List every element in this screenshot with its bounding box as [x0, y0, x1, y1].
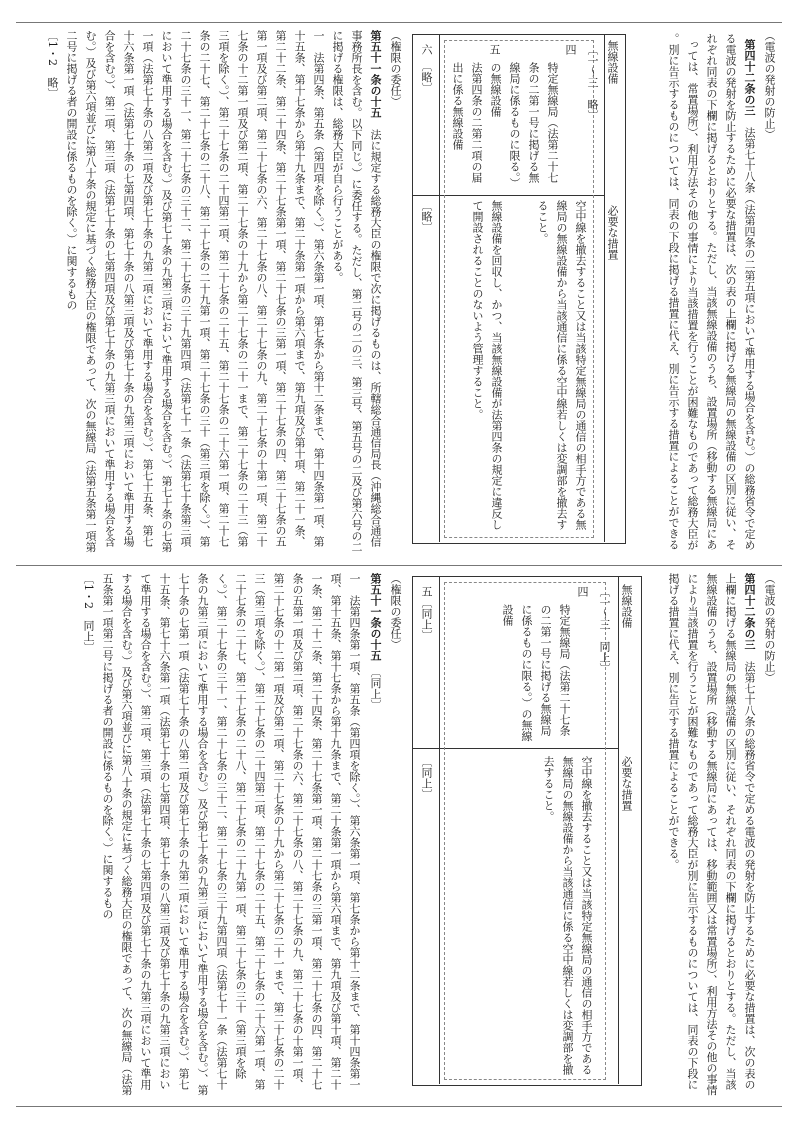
lower-table-row5-label: 五〔同上〕: [420, 586, 433, 641]
lower-art2-title-col: [366, 573, 385, 1098]
upper-table-row4-text: 特定無線局（法第二十七条の二第一号に掲げる無線局に係るものに限る。）の無線設備: [489, 62, 559, 189]
lower-art2-title-suffix: 〔同上〕: [369, 672, 382, 711]
lower-art2-title: 第五十一条の十五: [369, 573, 382, 661]
upper-table-row4-measure: 空中線を撤去すること又は当該特定無線局の通信の相手方である無線局の無線設備から当該通信に係る空中線若しくは変調部を撤去すること。: [536, 200, 587, 530]
upper-art1-body: 第四十二条の三 法第七十八条（法第四条の二第五項において準用する場合を含む。）の総務省令で定める電波の発射を防止するために必要な措置は、次の表の上欄に掲げる無線局の無線設備の区別に従い、それぞれ同表の下欄に掲げるとおりとする。ただし、当該無線設備のうち、設置場所（移動する無線局にあっては、常置場所）、利用方法その他の事情により当該措置を行うことが困難なものであって総務大臣が別に告示するものについては、同表の下段に掲げる措置に代え、別に告示する措置によることができる。: [667, 33, 756, 550]
upper-table-col-divider: [604, 34, 605, 542]
upper-table-row5-label: 五: [488, 44, 501, 55]
upper-art1-heading: （電波の発射の防止）: [763, 30, 776, 140]
lower-table-row5-measure: 〔同上〕: [420, 756, 433, 800]
upper-table-left-divider: [439, 34, 440, 542]
upper-art2-heading: （権限の委任）: [389, 30, 402, 107]
upper-art1-title: 第四十二条の三: [743, 38, 756, 116]
upper-table-col1-header: 無線設備: [606, 40, 619, 84]
lower-art1-title: 第四十二条の三: [743, 573, 756, 650]
lower-table-row-a: 〔一～三 同上〕: [598, 586, 611, 674]
upper-art2-title: 第五十一条の十五: [369, 30, 382, 118]
middle-rule: [16, 565, 782, 566]
lower-art1-heading: （電波の発射の防止）: [763, 573, 776, 683]
upper-art2-body: 第五十一条の十五 法に規定する総務大臣の権限で次に掲げるものは、所轄総合通信局長（沖縄総合通信事務所長を含む。以下同じ。）に委任する。ただし、第二号の二の三、第三号、第五号の二及び第六号の二に掲げる権限は、総務大臣が自ら行うことがある。 一 法第四条、第五条（第四項を除く。）、第六条第一項、第七条から第十二条まで、第十四条第一項、第十五条、第十七条から第十九条まで、第二十条第一項から第六項まで、第九項及び第十項、第二十一条、第二十二条、第二十四条、第二十七条第一項、第二十七条の三第一項、第二十七条の四、第二十七条の五第一項及び第二項、第二十七条の六、第二十七条の八、第二十七条の九、第二十七条の十第一項、第二十七条の十二第一項及び第二項、第二十七条の十九から第二十七条の二十一まで、第二十七条の二十三（第三項を除く。）、第二十七条の二十四第二項、第二十七条の二十五、第二十七条の二十六第一項、第二十七条の二十七、第二十七条の二十八、第二十七条の二十九第一項、第二十七条の三十（第三項を除く。）、第二十七条の三十一、第二十七条の三十二、第二十七条の三十九第四項（法第七十一条（法第七十条第三項において準用する場合を含む。）及び第七十条の九第三項において準用する場合を含む。）、第七十条の七第一項（法第七十条の八第二項及び第七十条の九第二項において準用する場合を含む。）、第七十五条、第七十六条第一項（法第七十条の七第四項、第七十条の八第三項及び第七十条の九第三項において準用する場合を含む。）、第二項、第三項（法第七十条の七第四項及び第七十条の九第三項において準用する場合を含む。）及び第六項並びに第八十条の規定に基づく総務大臣の権限であって、次の無線局（法第五条第一項第二号に掲げる者の開設に係るものを除く。）に関するもの 〔1・2 略〕: [46, 30, 382, 553]
lower-art2-body: 一 法第四条第一項、第五条（第四項を除く。）、第六条第一項、第七条から第十二条まで、第十四条第一項、第十五条、第十七条から第十九条まで、第二十条第一項から第六項まで、第九項及び第十項、第二十一条、第二十二条、第二十四条、第二十七条第一項、第二十七条の三第一項、第二十七条の四、第二十七条の五第一項及び第二項、第二十七条の六、第二十七条の八、第二十七条の九、第二十七条の十第一項、第二十七条の十二第一項及び第二項、第二十七条の十九から第二十七条の二十一まで、第二十七条の二十三（第三項を除く。）、第二十七条の二十四第二項、第二十七条の二十五、第二十七条の二十六第一項、第二十七条の二十七、第二十七条の二十八、第二十七条の二十九第一項、第二十七条の三十（第三項を除く。）、第二十七条の三十一、第二十七条の三十二、第二十七条の三十九第四項（法第七十一条（法第七十条の九第三項において準用する場合を含む。）及び第七十条の九第三項において準用する場合を含む。）、第七十条の七第一項（法第七十条の八第二項及び第七十条の九第二項において準用する場合を含む。）、第七十五条、第七十六条第一項（法第七十条の七第四項、第七十条の八第三項及び第七十条の九第三項において準用する場合を含む。）、第二項、第三項（法第七十条の七第四項及び第七十条の九第三項において準用する場合を含む。）及び第六項並びに第八十条の規定に基づく総務大臣の権限であって、次の無線局（法第五条第一項第二号に掲げる者の開設に係るものを除く。）に関するもの 〔1・2 同上〕: [82, 573, 361, 1096]
upper-table-row4-label: 四: [564, 44, 577, 55]
lower-art2-heading: （権限の委任）: [389, 573, 402, 650]
upper-table-col2-header: 必要な措置: [606, 205, 619, 260]
upper-table-row5-text: 法第四条の二第二項の届出に係る無線設備: [451, 62, 483, 183]
lower-table-col-divider: [618, 576, 619, 1084]
top-rule: [16, 22, 782, 23]
lower-table-row4-label: 四: [576, 586, 589, 597]
lower-table-left-divider: [439, 576, 440, 1084]
lower-table-col1-header: 無線設備: [620, 584, 633, 628]
upper-table-row5-measure: 無線設備を回収し、かつ、当該無線設備が法第四条の規定に違反して開設されることのないよう管理すること。: [471, 200, 503, 530]
lower-art1-body: 第四十二条の三 法第七十八条の総務省令で定める電波の発射を防止するために必要な措置は、次の表の上欄に掲げる無線局の無線設備の区別に従い、それぞれ同表の下欄に掲げるとおりとする。ただし、当該無線設備のうち、設置場所（移動する無線局にあっては、移動範囲又は常置場所）、利用方法その他の事情により当該措置を行うことが困難なものであって総務大臣が別に告示するものについては、同表の下段に掲げる措置に代え、別に告示する措置によることができる。: [667, 573, 756, 1096]
upper-table-row-a: 〔一～三 略〕: [586, 44, 599, 121]
lower-table-row4-text: 特定無線局（法第二十七条の二第一号に掲げる無線局に係るものに限る。）の無線設備: [501, 604, 571, 742]
bottom-rule: [16, 1106, 782, 1107]
upper-table-row6-label: 六 〔略〕: [420, 44, 433, 94]
lower-table-row4-measure: 空中線を撤去すること又は当該特定無線局の通信の相手方である無線局の無線設備から当該通信に係る空中線若しくは変調部を撤去すること。: [542, 756, 593, 1075]
upper-table-row6-measure: 〔略〕: [420, 200, 433, 233]
lower-table-col2-header: 必要な措置: [620, 756, 633, 811]
